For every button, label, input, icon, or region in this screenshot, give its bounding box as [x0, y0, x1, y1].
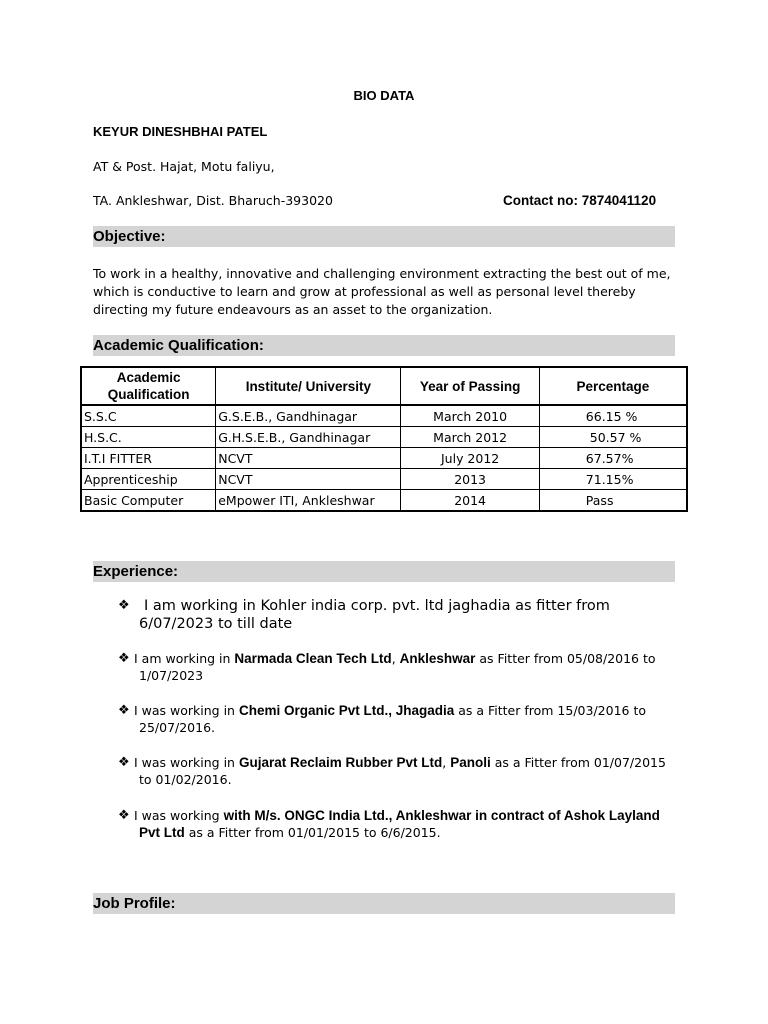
experience-text: as Fitter from 05/08/2016 to	[475, 651, 656, 666]
percentage-cell: 67.57%	[539, 448, 687, 469]
candidate-name: KEYUR DINESHBHAI PATEL	[93, 124, 268, 139]
company-location: Panoli	[450, 755, 491, 770]
separator: ,	[391, 651, 400, 666]
qualification-cell: H.S.C.	[81, 427, 216, 448]
company-location: Ankleshwar	[399, 651, 476, 666]
bullet-icon: ❖	[118, 755, 130, 770]
institute-cell: NCVT	[216, 469, 401, 490]
experience-item	[118, 597, 678, 633]
year-cell: March 2010	[401, 405, 539, 427]
bullet-icon: ❖	[118, 651, 130, 666]
experience-heading: Experience:	[93, 561, 675, 582]
table-row	[81, 469, 687, 490]
table-row	[81, 448, 687, 469]
qualification-cell: Basic Computer	[81, 490, 216, 512]
academic-table	[80, 366, 688, 512]
table-header-row	[81, 367, 687, 405]
year-cell: March 2012	[401, 427, 539, 448]
experience-text-continued: 6/07/2023 to till date	[139, 616, 293, 632]
objective-text: To work in a healthy, innovative and challenging environment extracting the best out of me, which is conductive to learn and grow at professional as well as personal level thereby directing my future endeavours as an asset to the organization.	[93, 266, 671, 317]
qualification-cell: I.T.I FITTER	[81, 448, 216, 469]
experience-text: as a Fitter from 01/01/2015 to 6/6/2015.	[184, 825, 441, 840]
objective-heading: Objective:	[93, 226, 675, 247]
bullet-icon: ❖	[118, 598, 130, 613]
year-cell: 2014	[401, 490, 539, 512]
company-name: with M/s. ONGC India Ltd., Ankleshwar in contract of Ashok Layland	[223, 808, 660, 823]
experience-text: I was working in	[134, 703, 239, 718]
column-header: Percentage	[539, 367, 687, 405]
experience-item	[118, 650, 678, 684]
experience-text: I was working in	[134, 755, 239, 770]
experience-text: I am working in	[134, 651, 235, 666]
year-cell: 2013	[401, 469, 539, 490]
experience-item	[118, 702, 678, 736]
experience-text: I was working	[134, 808, 224, 823]
bullet-icon: ❖	[118, 808, 130, 823]
institute-cell: G.S.E.B., Gandhinagar	[216, 405, 401, 427]
bullet-icon: ❖	[118, 703, 130, 718]
qualification-cell: S.S.C	[81, 405, 216, 427]
job-profile-heading: Job Profile:	[93, 893, 675, 914]
table-row	[81, 427, 687, 448]
company-name: Chemi Organic Pvt Ltd., Jhagadia	[238, 703, 455, 718]
company-name: Narmada Clean Tech Ltd	[234, 651, 392, 666]
table-row	[81, 405, 687, 427]
address-line-2: TA. Ankleshwar, Dist. Bharuch-393020	[93, 193, 333, 208]
institute-cell: NCVT	[216, 448, 401, 469]
qualification-cell: Apprenticeship	[81, 469, 216, 490]
percentage-cell: 66.15 %	[539, 405, 687, 427]
experience-text-continued	[134, 824, 678, 841]
experience-text-continued: to 01/02/2016.	[139, 772, 232, 787]
institute-cell: eMpower ITI, Ankleshwar	[216, 490, 401, 512]
column-header: Academic Qualification	[81, 367, 216, 405]
experience-text-continued: 25/07/2016.	[139, 720, 216, 735]
separator: ,	[442, 755, 451, 770]
experience-text: as a Fitter from 01/07/2015	[490, 755, 666, 770]
contact-number: Contact no: 7874041120	[503, 193, 657, 208]
experience-text: as a Fitter from 15/03/2016 to	[454, 703, 646, 718]
company-name-continued: Pvt Ltd	[139, 825, 185, 840]
experience-item	[118, 754, 678, 788]
percentage-cell: 50.57 %	[539, 427, 687, 448]
experience-text-continued: 1/07/2023	[139, 668, 204, 683]
percentage-cell: 71.15%	[539, 469, 687, 490]
year-cell: July 2012	[401, 448, 539, 469]
academic-heading: Academic Qualification:	[93, 335, 675, 356]
address-line-1: AT & Post. Hajat, Motu faliyu,	[93, 159, 275, 174]
table-row	[81, 490, 687, 512]
column-header: Year of Passing	[401, 367, 539, 405]
document-title: BIO DATA	[353, 88, 415, 103]
experience-item	[118, 807, 678, 841]
institute-cell: G.H.S.E.B., Gandhinagar	[216, 427, 401, 448]
company-name: Gujarat Reclaim Rubber Pvt Ltd	[238, 755, 443, 770]
column-header: Institute/ University	[216, 367, 401, 405]
experience-text: I am working in Kohler india corp. pvt. ltd jaghadia as fitter from	[144, 598, 610, 614]
percentage-cell: Pass	[539, 490, 687, 512]
